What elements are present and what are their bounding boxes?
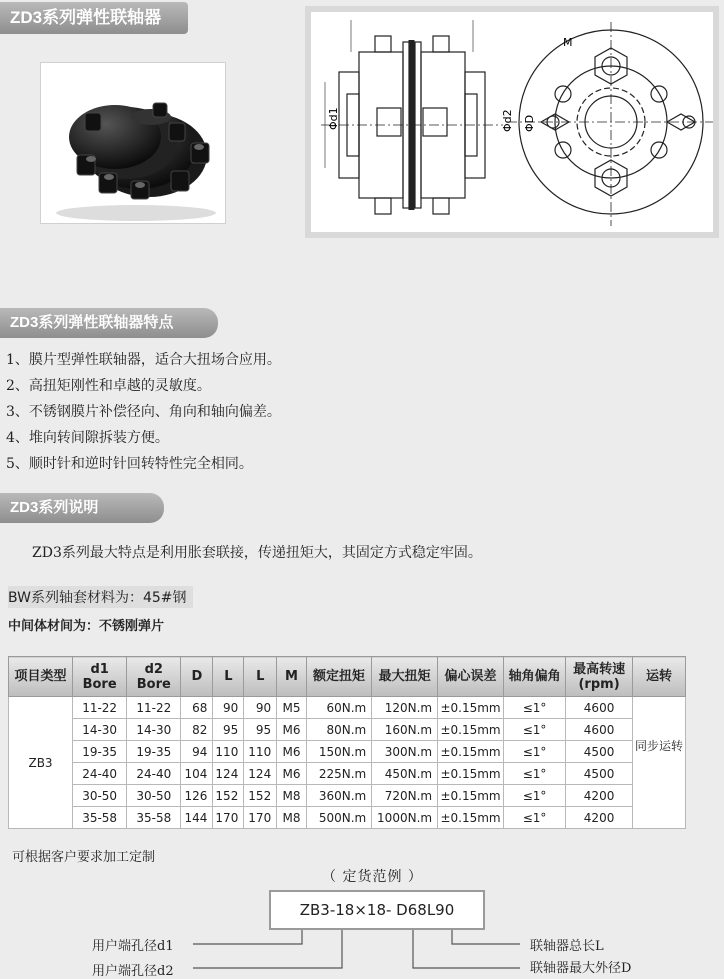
description-text: ZD3系列最大特点是利用胀套联接，传递扭矩大，其固定方式稳定牢固。 (32, 545, 482, 561)
col-header-rated: 额定扭矩 (306, 657, 371, 697)
cell-speed: 4200 (566, 785, 633, 807)
cell-M: M6 (277, 719, 307, 741)
cell-d2: 19-35 (127, 741, 181, 763)
cell-rated: 225N.m (306, 763, 371, 785)
col-header-max: 最大扭矩 (372, 657, 438, 697)
cell-rated: 360N.m (306, 785, 371, 807)
cell-rated: 60N.m (306, 697, 371, 719)
col-header-type: 项目类型 (9, 657, 73, 697)
description-heading: ZD3系列说明 (0, 493, 164, 523)
cell-speed: 4600 (566, 697, 633, 719)
operation-cell: 同步运转 (632, 697, 685, 829)
sleeve-material: BW系列轴套材料为：45#钢 (8, 586, 193, 608)
cell-rated: 150N.m (306, 741, 371, 763)
cell-angle: ≤1° (504, 697, 566, 719)
dim-label-d2: Φd2 (501, 109, 514, 132)
cell-L: 90 (213, 697, 244, 719)
cell-D: 144 (181, 807, 213, 829)
cell-d1: 35-58 (73, 807, 127, 829)
custom-note: 可根据客户要求加工定制 (12, 850, 156, 865)
feature-item: 1、膜片型弹性联轴器，适合大扭场合应用。 (6, 352, 281, 368)
col-header-D: D (181, 657, 213, 697)
cell-d1: 11-22 (73, 697, 127, 719)
cell-L: 124 (213, 763, 244, 785)
cell-L: 110 (213, 741, 244, 763)
cell-rated: 500N.m (306, 807, 371, 829)
col-header-angle: 轴角偏角 (504, 657, 566, 697)
dim-label-d1: Φd1 (327, 107, 340, 130)
cell-angle: ≤1° (504, 807, 566, 829)
features-heading: ZD3系列弹性联轴器特点 (0, 308, 218, 338)
cell-angle: ≤1° (504, 719, 566, 741)
feature-item: 3、不锈钢膜片补偿径向、角向和轴向偏差。 (6, 404, 281, 420)
dim-label-D: ΦD (523, 114, 536, 132)
cell-d1: 19-35 (73, 741, 127, 763)
cell-L2: 110 (244, 741, 277, 763)
col-header-speed: 最高转速 (rpm) (566, 657, 633, 697)
cell-M: M5 (277, 697, 307, 719)
cell-d2: 24-40 (127, 763, 181, 785)
cell-ecc: ±0.15mm (438, 719, 504, 741)
col-header-L: L (213, 657, 244, 697)
col-header-d2: d2 Bore (127, 657, 181, 697)
cell-angle: ≤1° (504, 763, 566, 785)
cell-ecc: ±0.15mm (438, 763, 504, 785)
cell-D: 104 (181, 763, 213, 785)
cell-max: 160N.m (372, 719, 438, 741)
cell-L2: 124 (244, 763, 277, 785)
cell-D: 68 (181, 697, 213, 719)
cell-max: 300N.m (372, 741, 438, 763)
cell-D: 82 (181, 719, 213, 741)
model-cell: ZB3 (9, 697, 73, 829)
dim-label-m: M (563, 36, 573, 49)
order-code: ZB3-18×18- D68L90 (269, 890, 485, 930)
cell-d2: 14-30 (127, 719, 181, 741)
cell-M: M8 (277, 785, 307, 807)
cell-ecc: ±0.15mm (438, 741, 504, 763)
cell-speed: 4600 (566, 719, 633, 741)
col-header-L2: L (244, 657, 277, 697)
cell-d1: 14-30 (73, 719, 127, 741)
cell-L2: 95 (244, 719, 277, 741)
cell-ecc: ±0.15mm (438, 807, 504, 829)
cell-max: 120N.m (372, 697, 438, 719)
cell-angle: ≤1° (504, 785, 566, 807)
cell-max: 1000N.m (372, 807, 438, 829)
cell-max: 450N.m (372, 763, 438, 785)
cell-L: 152 (213, 785, 244, 807)
cell-max: 720N.m (372, 785, 438, 807)
page-title: ZD3系列弹性联轴器 (0, 2, 188, 34)
cell-M: M6 (277, 763, 307, 785)
cell-D: 126 (181, 785, 213, 807)
col-header-ecc: 偏心误差 (438, 657, 504, 697)
cell-L2: 90 (244, 697, 277, 719)
cell-L2: 170 (244, 807, 277, 829)
col-header-M: M (277, 657, 307, 697)
order-example-title: （ 定货范例 ） (322, 869, 423, 885)
col-header-run: 运转 (632, 657, 685, 697)
cell-M: M8 (277, 807, 307, 829)
callout-L: 联轴器总长L (530, 939, 604, 954)
cell-D: 94 (181, 741, 213, 763)
cell-angle: ≤1° (504, 741, 566, 763)
cell-d1: 24-40 (73, 763, 127, 785)
callout-d2: 用户端孔径d2 (92, 964, 174, 979)
cell-d2: 11-22 (127, 697, 181, 719)
cell-d1: 30-50 (73, 785, 127, 807)
callout-d1: 用户端孔径d1 (92, 939, 174, 954)
feature-item: 5、顺时针和逆时针回转特性完全相同。 (6, 456, 253, 472)
middle-material: 中间体材间为：不锈刚弹片 (8, 619, 165, 634)
cell-ecc: ±0.15mm (438, 697, 504, 719)
cell-speed: 4500 (566, 763, 633, 785)
feature-item: 2、高扭矩刚性和卓越的灵敏度。 (6, 378, 211, 394)
cell-L: 95 (213, 719, 244, 741)
callout-D: 联轴器最大外径D (530, 961, 632, 976)
col-header-d1: d1 Bore (73, 657, 127, 697)
cell-d2: 35-58 (127, 807, 181, 829)
cell-d2: 30-50 (127, 785, 181, 807)
cell-speed: 4500 (566, 741, 633, 763)
feature-item: 4、堆向转间隙拆装方便。 (6, 430, 169, 446)
cell-speed: 4200 (566, 807, 633, 829)
cell-ecc: ±0.15mm (438, 785, 504, 807)
cell-rated: 80N.m (306, 719, 371, 741)
cell-L: 170 (213, 807, 244, 829)
cell-M: M6 (277, 741, 307, 763)
cell-L2: 152 (244, 785, 277, 807)
